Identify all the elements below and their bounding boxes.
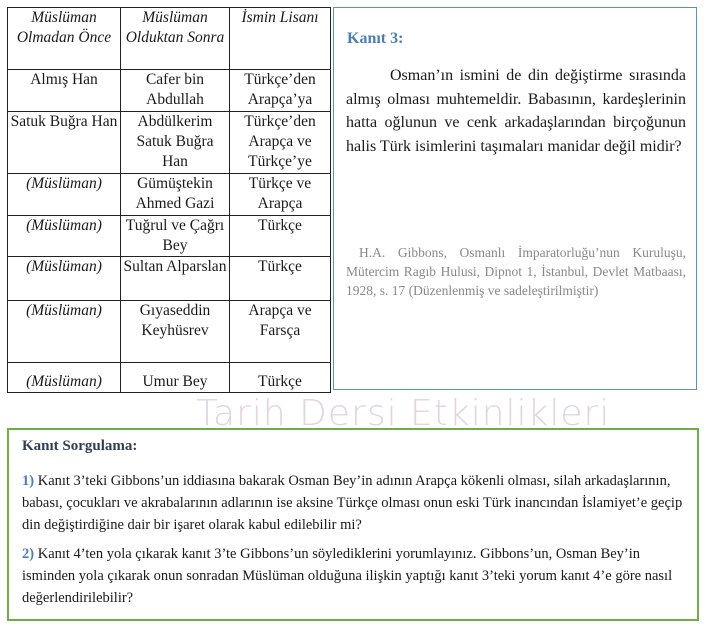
table-row	[8, 70, 331, 112]
cell-before: (Müslüman)	[8, 216, 121, 257]
names-table	[7, 7, 331, 393]
question-2	[22, 543, 687, 609]
cell-before: Almış Han	[8, 70, 121, 112]
question-2-text: Kanıt 4’ten yola çıkarak kanıt 3’te Gibbons’un söylediklerini yorumlayınız. Gibbons’un, Osman Bey’in isminden yola çıkarak onun sonradan Müslüman olduğuna ilişkin yaptığı kanıt 3’teki yorum kanıt 4’e göre nasıl değerlendirilebilir?	[22, 546, 673, 606]
sorgulama-box	[7, 428, 699, 621]
sorgulama-title: Kanıt Sorgulama:	[22, 438, 138, 454]
table-row	[8, 301, 331, 363]
cell-before: (Müslüman)	[8, 301, 121, 363]
kanit3-title: Kanıt 3:	[347, 30, 404, 47]
cell-after: Abdülkerim Satuk Buğra Han	[121, 112, 230, 174]
kanit3-source: H.A. Gibbons, Osmanlı İmparatorluğu’nun Kuruluşu, Mütercim Ragıb Hulusi, Dipnot 1, İstanbul, Devlet Matbaası, 1928, s. 17 (Düzenlenmiş ve sadeleştirilmiştir)	[346, 245, 686, 298]
table-row	[8, 174, 331, 216]
cell-language: Türkçe	[230, 363, 331, 393]
question-1-number: 1)	[22, 473, 35, 489]
header-before: Müslüman Olmadan Önce	[8, 8, 121, 70]
cell-after: Umur Bey	[121, 363, 230, 393]
question-2-number: 2)	[22, 546, 35, 562]
kanit3-body: Osman’ın ismini de din değiştirme sırasında almış olması muhtemeldir. Babasının, kardeşlerinin hatta oğlunun ve cenk arkadaşlarından birçoğunun halis Türk isimlerini taşımaları manidar değil midir?	[346, 67, 686, 155]
cell-after: Cafer bin Abdullah	[121, 70, 230, 112]
header-after: Müslüman Olduktan Sonra	[121, 8, 230, 70]
watermark: Tarih Dersi Etkinlikleri	[196, 393, 611, 434]
kanit3-box	[333, 7, 697, 390]
cell-language: Türkçe ve Arapça	[230, 174, 331, 216]
cell-after: Sultan Alparslan	[121, 257, 230, 301]
cell-before: (Müslüman)	[8, 363, 121, 393]
cell-after: Gıyaseddin Keyhüsrev	[121, 301, 230, 363]
cell-before: Satuk Buğra Han	[8, 112, 121, 174]
table-row	[8, 216, 331, 257]
question-1-text: Kanıt 3’teki Gibbons’un iddiasına bakarak Osman Bey’in adının Arapça kökenli olması, silah arkadaşlarının, babası, çocukları ve akrabalarının adlarının ise aksine Türkçe olması onun eski Türk inancından İslamiyet’e geçip din değiştirdiğine dair bir işaret olarak kabul edilebilir mi?	[22, 473, 683, 533]
cell-after: Gümüştekin Ahmed Gazi	[121, 174, 230, 216]
table-row	[8, 112, 331, 174]
cell-language: Arapça ve Farsça	[230, 301, 331, 363]
cell-after: Tuğrul ve Çağrı Bey	[121, 216, 230, 257]
cell-language: Türkçe	[230, 216, 331, 257]
cell-before: (Müslüman)	[8, 257, 121, 301]
cell-language: Türkçe’den Arapça’ya	[230, 70, 331, 112]
table-row	[8, 363, 331, 393]
header-language: İsmin Lisanı	[230, 8, 331, 70]
table-row	[8, 257, 331, 301]
question-1	[22, 470, 687, 536]
cell-language: Türkçe	[230, 257, 331, 301]
table-header-row	[8, 8, 331, 70]
cell-language: Türkçe’den Arapça ve Türkçe’ye	[230, 112, 331, 174]
cell-before: (Müslüman)	[8, 174, 121, 216]
